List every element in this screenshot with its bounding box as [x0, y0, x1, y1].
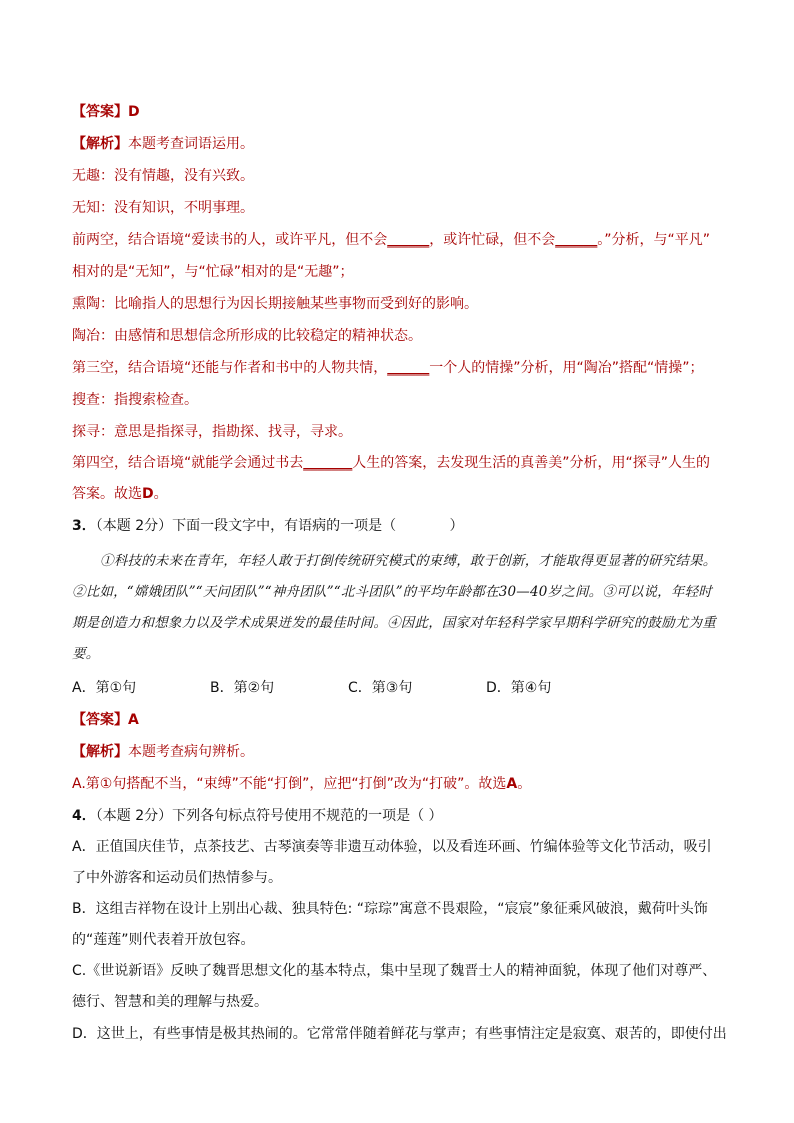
explain-text: 。 [153, 486, 168, 502]
document-page [72, 96, 727, 1050]
option-d: D．第④句 [486, 680, 552, 696]
explain-line [72, 768, 724, 800]
analysis-line [72, 736, 724, 768]
answer-line [72, 96, 724, 128]
explain-line: 搜查：指搜索检查。 [72, 392, 198, 408]
explain-text: 。”分析，与“平凡” [597, 232, 711, 248]
question-text-end: ） [449, 518, 464, 534]
option-d: D．这世上，有些事情是极其热闹的。它常常伴随着鲜花与掌声；有些事情注定是寂寞、艰苦的，即使付出 [72, 1026, 727, 1042]
question-text: 下列各句标点符号使用不规范的一项是（ ） [172, 808, 443, 824]
explain-text: 。 [517, 776, 532, 792]
explain-line: 陶冶：由感情和思想信念所形成的比较稳定的精神状态。 [72, 328, 422, 344]
explain-text: 前两空，结合语境“爱读书的人，或许平凡，但不会 [72, 232, 388, 248]
answer-blank [396, 518, 449, 534]
answer-tag: 【答案】 [72, 712, 128, 728]
option-b: B．这组吉祥物在设计上别出心裁、独具特色: “琮琮”寓意不畏艰险，“宸宸”象征乘风破浪，戴荷叶头饰的“莲莲”则代表着开放包容。 [72, 901, 708, 948]
explain-line: 探寻：意思是指探寻，指勘探、找寻，寻求。 [72, 424, 352, 440]
fill-blank: _______ [303, 455, 353, 471]
question-number: 4． [72, 808, 96, 824]
question-score: （本题 2分） [95, 518, 173, 534]
option-b: B．第②句 [210, 680, 275, 696]
explain-line [72, 224, 724, 256]
fill-blank: ______ [387, 360, 430, 376]
question-number: 3． [72, 518, 96, 534]
option-c: C.《世说新语》反映了魏晋思想文化的基本特点，集中呈现了魏晋士人的精神面貌，体现了他们对尊严、德行、智慧和美的理解与热爱。 [72, 963, 717, 1010]
answer-value: A [128, 712, 139, 728]
question-text: 下面一段文字中，有语病的一项是（ [172, 518, 397, 534]
answer-value: D [128, 104, 140, 120]
answer-inline: D [142, 486, 154, 502]
question-3-stem [72, 510, 724, 542]
analysis-tag: 【解析】 [72, 744, 128, 760]
analysis-line [72, 128, 724, 160]
answer-inline: A [506, 776, 518, 792]
answer-tag: 【答案】 [72, 104, 128, 120]
explain-text: 案。故选 [86, 486, 142, 502]
question-3-options [72, 672, 724, 704]
explain-text: 第三空，结合语境“还能与作者和书中的人物共情， [72, 360, 388, 376]
question-score: （本题 2分） [95, 808, 173, 824]
explain-text: A.第①句搭配不当，“束缚”不能“打倒”，应把“打倒”改为“打破”。故选 [72, 776, 507, 792]
question-3-passage: ①科技的未来在青年，年轻人敢于打倒传统研究模式的束缚，敢于创新，才能取得更显著的研究结果。②比如，“嫦娥团队”“天问团队”“神舟团队”“北斗团队”的平均年龄都在30—40岁之间。③可以说，年轻时期是创造力和想象力以及学术成果迸发的最佳时间。④因此，国家对年轻科学家早期科学研究的鼓励尤为重要。 [72, 553, 717, 662]
option-a: A．第①句 [72, 680, 137, 696]
fill-blank: ______ [555, 232, 598, 248]
answer-line [72, 704, 724, 736]
explain-line: 熏陶：比喻指人的思想行为因长期接触某些事物而受到好的影响。 [72, 296, 478, 312]
explain-text: ，或许忙碌，但不会 [429, 232, 556, 248]
explain-line: 无知：没有知识，不明事理。 [72, 200, 254, 216]
analysis-text: 本题考查病句辨析。 [128, 744, 254, 760]
explain-line: 无趣：没有情趣，没有兴致。 [72, 168, 254, 184]
fill-blank: ______ [387, 232, 430, 248]
option-c: C．第③句 [348, 680, 413, 696]
analysis-text: 本题考查词语运用。 [128, 136, 254, 152]
explain-line: 相对的是“无知”，与“忙碌”相对的是“无趣”； [72, 264, 354, 280]
explain-text: 一个人的情操”分析，用“陶冶”搭配“情操”； [429, 360, 704, 376]
explain-paragraph [72, 448, 724, 510]
analysis-tag: 【解析】 [72, 136, 128, 152]
explain-text: 第四空，结合语境“就能学会通过书去 [72, 455, 304, 471]
explain-line [72, 352, 724, 384]
question-4-stem [72, 800, 724, 832]
option-a: A．正值国庆佳节，点茶技艺、古琴演奏等非遗互动体验，以及看连环画、竹编体验等文化节活动，吸引了中外游客和运动员们热情参与。 [72, 839, 712, 886]
explain-text: 人生的答案，去发现生活的真善美”分析，用“探寻”人生的答 [72, 455, 711, 502]
